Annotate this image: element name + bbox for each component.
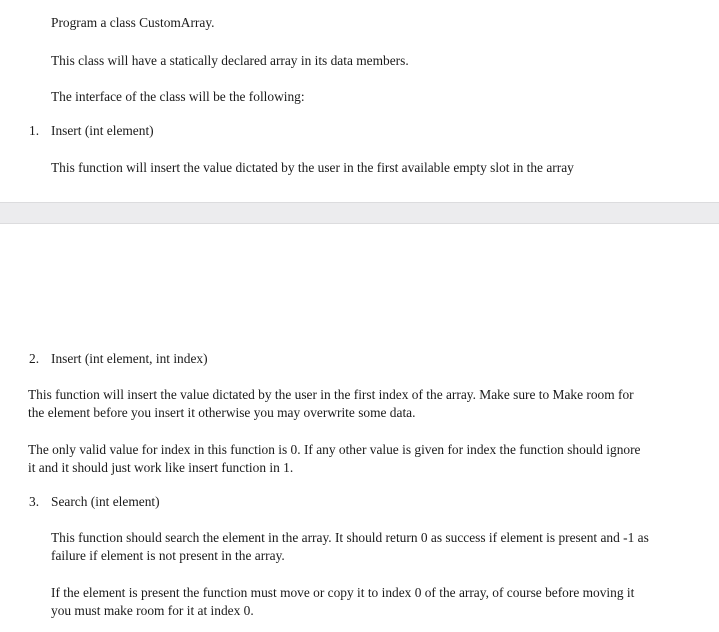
item-3-para-1-line-2: failure if element is not present in the array. — [51, 548, 285, 563]
item-3-heading: Search (int element) — [51, 494, 160, 509]
item-2-heading: Insert (int element, int index) — [51, 351, 208, 366]
item-2-number: 2. — [29, 351, 40, 366]
static-array-line: This class will have a statically declared array in its data members. — [51, 53, 409, 68]
document-page-1 — [0, 0, 719, 202]
item-3-para-1-line-1: This function should search the element in the array. It should return 0 as success if element is present and -1 as — [51, 530, 649, 545]
item-3-number: 3. — [29, 494, 40, 509]
document-page-2 — [0, 224, 719, 632]
item-2-para-1-line-2: the element before you insert it otherwise you may overwrite some data. — [28, 405, 416, 420]
interface-intro-line: The interface of the class will be the following: — [51, 89, 305, 104]
item-1-description: This function will insert the value dictated by the user in the first available empty slot in the array — [51, 160, 574, 175]
page-separator — [0, 202, 719, 224]
item-2-para-1-line-1: This function will insert the value dictated by the user in the first index of the array. Make sure to Make room for — [28, 387, 634, 402]
item-1-number: 1. — [29, 123, 40, 138]
item-3-para-2-line-2: you must make room for it at index 0. — [51, 603, 254, 618]
item-2-para-2-line-1: The only valid value for index in this function is 0. If any other value is given for index the function should ignore — [28, 442, 641, 457]
intro-line: Program a class CustomArray. — [51, 15, 215, 30]
item-2-para-2-line-2: it and it should just work like insert function in 1. — [28, 460, 294, 475]
item-3-para-2-line-1: If the element is present the function must move or copy it to index 0 of the array, of course before moving it — [51, 585, 635, 600]
item-1-heading: Insert (int element) — [51, 123, 154, 138]
